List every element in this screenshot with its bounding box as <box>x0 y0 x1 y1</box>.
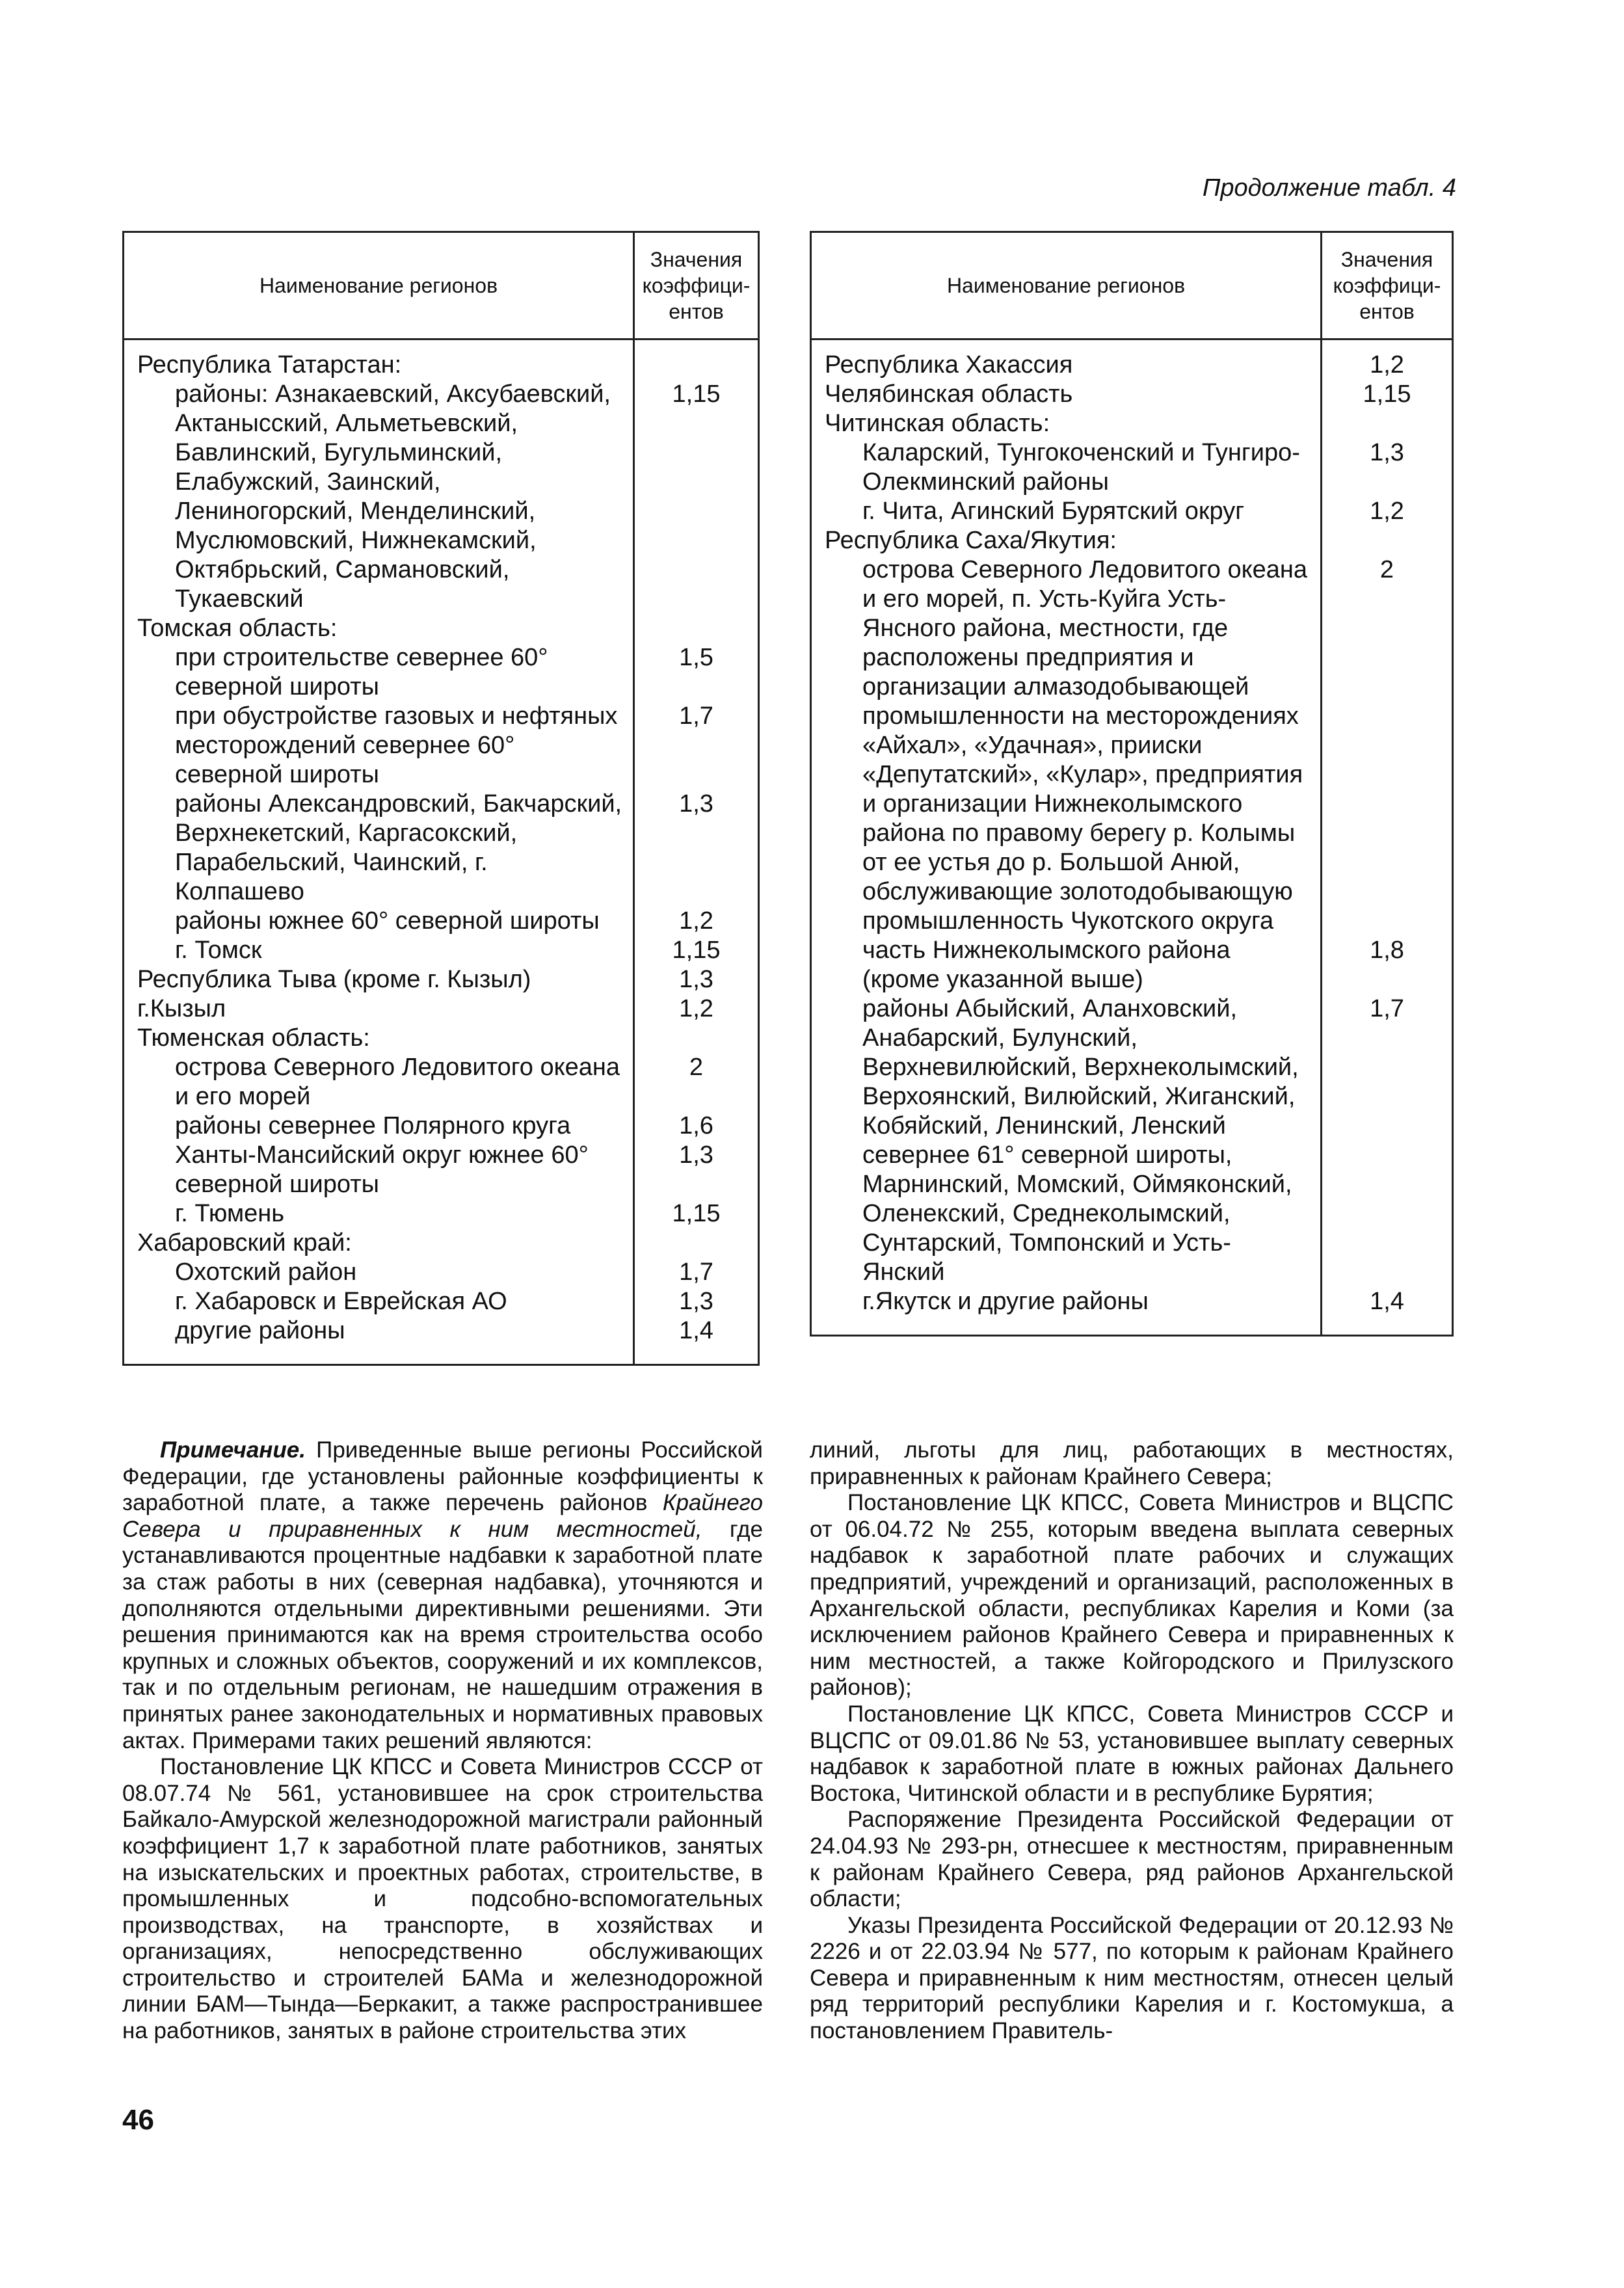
coefficients-table-left <box>122 231 760 1366</box>
region-name: Челябинская область <box>811 380 1322 409</box>
table-row <box>124 380 759 614</box>
region-name: г. Чита, Агинский Бурятский округ <box>811 497 1322 526</box>
coefficients-table-right <box>810 231 1454 1337</box>
region-name: при строительстве севернее 60° северной широты <box>124 643 634 702</box>
table-header-row <box>811 232 1453 339</box>
coefficient-value <box>634 339 759 380</box>
table-row <box>124 1287 759 1316</box>
table-row <box>811 1287 1453 1336</box>
table-row <box>811 409 1453 438</box>
note-column-left <box>122 1437 763 2045</box>
table-row <box>124 643 759 702</box>
region-name: Республика Тыва (кроме г. Кызыл) <box>124 965 634 994</box>
region-name: часть Нижнеколымского района (кроме указанной выше) <box>811 936 1322 994</box>
table-row <box>124 965 759 994</box>
region-name: Тюменская область: <box>124 1024 634 1053</box>
coefficient-value: 1,15 <box>634 1199 759 1229</box>
region-name: г. Тюмень <box>124 1199 634 1229</box>
region-name: Ханты-Мансийский округ южнее 60° северной широты <box>124 1141 634 1199</box>
coefficient-value: 1,7 <box>634 702 759 790</box>
note-paragraph <box>122 1437 763 1754</box>
note-paragraph: Постановление ЦК КПСС, Совета Министров СССР и ВЦСПС от 09.01.86 № 53, установившее выплату северных надбавок к заработной плате в южных районах Дальнего Востока, Читинской области и в республике Бурятия; <box>810 1701 1454 1806</box>
table-row <box>811 339 1453 380</box>
table-row <box>124 1111 759 1141</box>
coefficient-value: 1,3 <box>634 1141 759 1199</box>
coefficient-value <box>634 1229 759 1258</box>
region-name: г. Хабаровск и Еврейская АО <box>124 1287 634 1316</box>
column-header-values: Значения коэффици- ентов <box>1322 232 1453 339</box>
table-row <box>124 790 759 907</box>
region-name: районы Абыйский, Аланховский, Анабарский, Булунский, Верхневилюйский, Верхнеколымский, Верхоянский, Вилюйский, Жиганский, Кобяйский, Ленинский, Ленский севернее 61° северной широты, Марнинский, Момский, Оймяконский, Оленекский, Среднеколымский, Сунтарский, Томпонский и Усть-Янский <box>811 994 1322 1287</box>
note-paragraph: Постановление ЦК КПСС и Совета Министров СССР от 08.07.74 № 561, установившее на срок строительства Байкало-Амурской железнодорожной магистрали районный коэффициент 1,7 к заработной плате работников, занятых на изыскательских и проектных работах, строительстве, в промышленных и подсобно-вспомогательных производствах, на транспорте, в хозяйствах и организациях, непосредственно обслуживающих строительство и строителей БАМа и железнодорожной линии БАМ—Тында—Беркакит, а также распространившее на работников, занятых в районе строительства этих <box>122 1754 763 2044</box>
coefficient-value: 1,2 <box>634 994 759 1024</box>
table-row <box>811 555 1453 936</box>
coefficient-value: 2 <box>634 1053 759 1111</box>
table-row <box>124 1199 759 1229</box>
coefficient-value: 1,15 <box>634 380 759 614</box>
column-header-regions: Наименование регионов <box>124 232 634 339</box>
region-name: районы: Азнакаевский, Аксубаевский, Актанысский, Альметьевский, Бавлинский, Бугульминский, Елабужский, Заинский, Лениногорский, Менделинский, Муслюмовский, Нижнекамский, Октябрьский, Сармановский, Тукаевский <box>124 380 634 614</box>
note-paragraph: Указы Президента Российской Федерации от 20.12.93 № 2226 и от 22.03.94 № 577, по которым к районам Крайнего Севера и приравненным к ним местностям, отнесен целый ряд территорий республики Карелия и г. Костомукша, а постановлением Правитель- <box>810 1912 1454 2044</box>
coefficient-value: 1,15 <box>1322 380 1453 409</box>
note-text: где устанавливаются процентные надбавки к заработной плате за стаж работы в них (северная надбавка), уточняются и дополняются отдельными директивными решениями. Эти решения принимаются как на время строительства особо крупных и сложных объектов, сооружений и их комплексов, так и по отдельным регионам, не нашедшим отражения в принятых ранее законодательных и нормативных правовых актах. Примерами таких решений являются: <box>122 1516 763 1753</box>
region-name: Охотский район <box>124 1258 634 1287</box>
page-number: 46 <box>122 2104 154 2136</box>
table-row <box>124 702 759 790</box>
coefficient-value: 1,3 <box>1322 438 1453 497</box>
region-name: Республика Хакассия <box>811 339 1322 380</box>
region-name: районы севернее Полярного круга <box>124 1111 634 1141</box>
table-row <box>124 1024 759 1053</box>
table-row <box>124 1258 759 1287</box>
coefficient-value <box>1322 409 1453 438</box>
table-row <box>124 936 759 965</box>
coefficient-value <box>634 614 759 643</box>
coefficient-value: 1,2 <box>1322 339 1453 380</box>
note-paragraph: линий, льготы для лиц, работающих в местностях, приравненных к районам Крайнего Севера; <box>810 1437 1454 1489</box>
note-paragraph: Постановление ЦК КПСС, Совета Министров и ВЦСПС от 06.04.72 № 255, которым введена выплата северных надбавок к заработной плате рабочих и служащих предприятий, учреждений и организаций, расположенных в Архангельской области, республиках Карелия и Коми (за исключением районов Крайнего Севера и приравненных к ним местностей, а также Койгородского и Прилузского районов); <box>810 1490 1454 1701</box>
table-row <box>811 994 1453 1287</box>
coefficient-value: 1,4 <box>634 1316 759 1365</box>
region-name: г.Кызыл <box>124 994 634 1024</box>
region-name: Хабаровский край: <box>124 1229 634 1258</box>
coefficient-value: 1,3 <box>634 790 759 907</box>
table-row <box>124 994 759 1024</box>
coefficient-value <box>634 1024 759 1053</box>
coefficient-value: 1,7 <box>1322 994 1453 1287</box>
table-header-row <box>124 232 759 339</box>
region-name: Республика Татарстан: <box>124 339 634 380</box>
region-name: районы Александровский, Бакчарский, Верхнекетский, Каргасокский, Парабельский, Чаинский, г. Колпашево <box>124 790 634 907</box>
coefficient-value: 1,4 <box>1322 1287 1453 1336</box>
region-name: при обустройстве газовых и нефтяных месторождений севернее 60° северной широты <box>124 702 634 790</box>
region-name: районы южнее 60° северной широты <box>124 907 634 936</box>
coefficient-value <box>1322 526 1453 555</box>
region-name: острова Северного Ледовитого океана и его морей <box>124 1053 634 1111</box>
table-caption: Продолжение табл. 4 <box>1202 174 1456 202</box>
coefficient-value: 1,7 <box>634 1258 759 1287</box>
note-text: Приведенные выше регионы Российской Федерации, где установлены районные коэффициенты к заработной плате, а также перечень районов <box>122 1437 763 1516</box>
table-row <box>124 1229 759 1258</box>
note-italic-text: Крайнего Севера и приравненных к ним местностей, <box>122 1490 763 1542</box>
coefficient-value: 1,2 <box>634 907 759 936</box>
coefficient-value: 1,8 <box>1322 936 1453 994</box>
table-row <box>811 936 1453 994</box>
region-name: Томская область: <box>124 614 634 643</box>
table-row <box>124 1141 759 1199</box>
table-row <box>124 1053 759 1111</box>
region-name: г. Томск <box>124 936 634 965</box>
table-row <box>124 907 759 936</box>
table-row <box>124 614 759 643</box>
coefficient-value: 1,6 <box>634 1111 759 1141</box>
coefficient-value: 1,15 <box>634 936 759 965</box>
coefficient-value: 2 <box>1322 555 1453 936</box>
region-name: г.Якутск и другие районы <box>811 1287 1322 1336</box>
coefficient-value: 1,3 <box>634 1287 759 1316</box>
table-row <box>811 438 1453 497</box>
table-row <box>811 380 1453 409</box>
region-name: другие районы <box>124 1316 634 1365</box>
table-row <box>811 526 1453 555</box>
column-header-values: Значения коэффици- ентов <box>634 232 759 339</box>
coefficient-value: 1,2 <box>1322 497 1453 526</box>
note-column-right <box>810 1437 1454 2045</box>
table-row <box>811 497 1453 526</box>
table-row <box>124 1316 759 1365</box>
table-row <box>124 339 759 380</box>
region-name: Каларский, Тунгокоченский и Тунгиро-Олекминский районы <box>811 438 1322 497</box>
note-lead: Примечание. <box>160 1437 306 1463</box>
region-name: острова Северного Ледовитого океана и его морей, п. Усть-Куйга Усть-Янсного района, местности, где расположены предприятия и организации алмазодобывающей промышленности на месторождениях «Айхал», «Удачная», прииски «Депутатский», «Кулар», предприятия и организации Нижнеколымского района по правому берегу р. Колымы от ее устья до р. Большой Анюй, обслуживающие золотодобывающую промышленность Чукотского округа <box>811 555 1322 936</box>
column-header-regions: Наименование регионов <box>811 232 1322 339</box>
coefficient-value: 1,5 <box>634 643 759 702</box>
region-name: Республика Саха/Якутия: <box>811 526 1322 555</box>
region-name: Читинская область: <box>811 409 1322 438</box>
coefficient-value: 1,3 <box>634 965 759 994</box>
note-paragraph: Распоряжение Президента Российской Федерации от 24.04.93 № 293-рн, отнесшее к местностям, приравненным к районам Крайнего Севера, ряд районов Архангельской области; <box>810 1807 1454 1912</box>
